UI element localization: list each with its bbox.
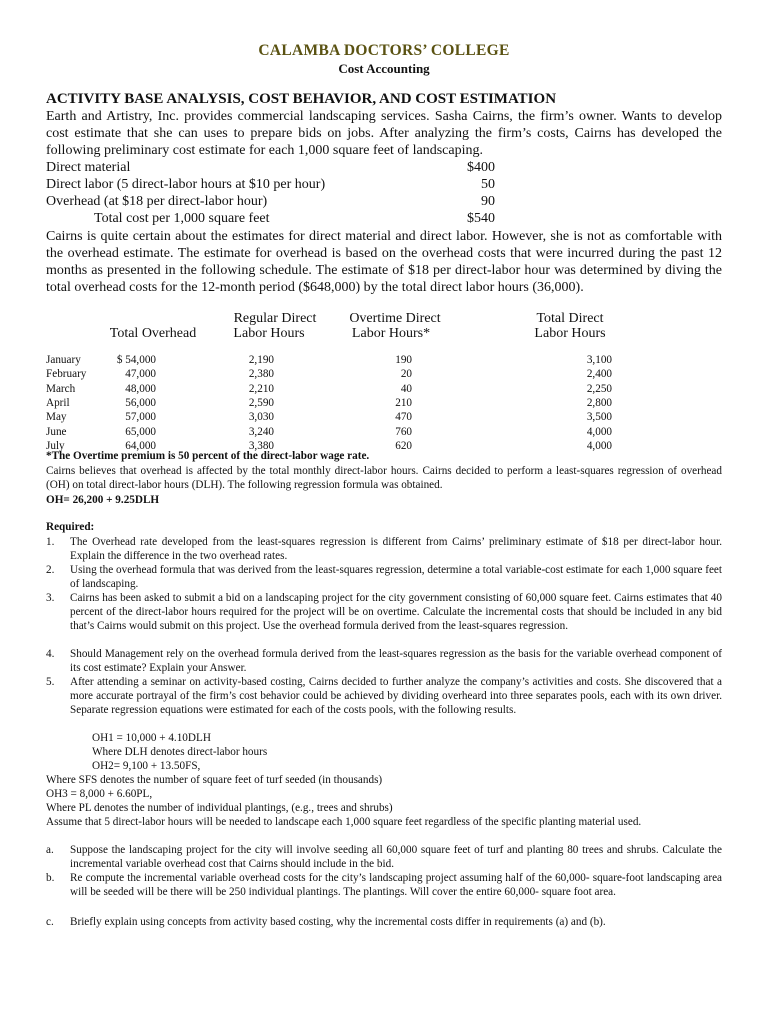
section-title: ACTIVITY BASE ANALYSIS, COST BEHAVIOR, AND COST ESTIMATION <box>46 91 557 107</box>
schedule-cell-overhead: 47,000 <box>125 368 156 381</box>
item-number: 1. <box>46 536 55 548</box>
regression-paragraph: Cairns believes that overhead is affected by the total monthly direct-labor hours. Cairns decided to perform a least-squares regression of overhead (OH) on total direct-labor hours (DLH). The following regression formula was obtained. <box>46 465 722 491</box>
equation-oh1-note: Where DLH denotes direct-labor hours <box>92 746 268 758</box>
item-text: Re compute the incremental variable overhead costs for the city’s landscaping project assuming half of the 60,000- square-foot landscaping area will be seeded will be there will be 250 individual plantings. The plantings. Will cover the entire 60,000- square foot area. <box>70 872 722 898</box>
item-text: Briefly explain using concepts from activity based costing, why the incremental costs differ in requirements (a) and (b). <box>70 916 606 928</box>
schedule-cell-total: 2,250 <box>586 382 612 395</box>
required-item <box>46 592 722 648</box>
sub-required-item <box>46 844 722 872</box>
cost-total-value: $540 <box>467 211 495 226</box>
cost-value: 50 <box>481 177 495 192</box>
required-item <box>46 648 722 676</box>
sub-required-item <box>46 872 722 914</box>
schedule-cell-overtime: 210 <box>395 396 412 409</box>
cost-label: Direct labor (5 direct-labor hours at $10 per hour) <box>46 177 326 192</box>
equation-oh3-note: Where PL denotes the number of individual plantings, (e.g., trees and shrubs) <box>46 802 393 814</box>
schedule-cell-total: 3,100 <box>586 354 612 366</box>
schedule-cell-overtime: 620 <box>395 439 412 452</box>
schedule-cell-overhead: 48,000 <box>125 382 156 395</box>
header-regular-1: Regular Direct <box>233 311 317 326</box>
schedule-cell-regular: 3,030 <box>248 411 274 424</box>
item-letter: a. <box>46 844 54 856</box>
schedule-cell-month: January <box>46 354 81 366</box>
item-letter: b. <box>46 872 55 884</box>
schedule-cell-overhead: 56,000 <box>125 396 156 409</box>
cost-label: Overhead (at $18 per direct-labor hour) <box>46 194 268 209</box>
schedule-cell-regular: 2,380 <box>248 368 274 381</box>
schedule-cell-month: May <box>46 411 67 424</box>
schedule-footnote: *The Overtime premium is 50 percent of the direct-labor wage rate. <box>46 450 370 462</box>
item-number: 3. <box>46 592 55 604</box>
cost-value: 90 <box>481 194 495 209</box>
header-total-overhead: Total Overhead <box>109 326 197 341</box>
equation-oh1: OH1 = 10,000 + 4.10DLH <box>92 732 211 744</box>
schedule-cell-regular: 2,190 <box>248 354 274 366</box>
schedule-cell-overtime: 40 <box>400 382 412 395</box>
header-overtime-1: Overtime Direct <box>349 311 441 326</box>
item-text: Should Management rely on the overhead formula derived from the least-squares regression as the basis for the variable overhead component of its cost estimate? Explain your Answer. <box>70 648 722 674</box>
schedule-cell-overhead: 65,000 <box>125 425 156 438</box>
cost-label: Direct material <box>46 160 131 175</box>
schedule-cell-regular: 2,590 <box>248 396 274 409</box>
schedule-cell-overtime: 760 <box>395 425 412 438</box>
item-text: After attending a seminar on activity-based costing, Cairns decided to further analyze the company’s activities and costs. She discovered that a more accurate portrayal of the firm’s cost behavior could be achieved by dividing overheard into three separates pools, each with its own driver. Separate regression equations were estimated for each of the costs pools, with the following results. <box>70 676 722 716</box>
required-item <box>46 564 722 592</box>
required-heading: Required: <box>46 521 95 533</box>
item-text: Using the overhead formula that was derived from the least-squares regression, determine a total variable-cost estimate for each 1,000 square feet of landscaping. <box>70 564 722 590</box>
schedule-cell-month: April <box>46 396 70 409</box>
item-number: 2. <box>46 564 55 576</box>
item-text: The Overhead rate developed from the least-squares regression is different from Cairns’ preliminary estimate of $18 per direct-labor hour. Explain the difference in the two overhead rates. <box>70 536 722 562</box>
sub-required-item <box>46 916 722 932</box>
regression-formula: OH= 26,200 + 9.25DLH <box>46 494 160 506</box>
intro-paragraph: Earth and Artistry, Inc. provides commercial landscaping services. Sasha Cairns, the firm’s owner. Wants to develop cost estimate that she can uses to prepare bids on jobs. After analyzing the firm’s costs, Cairns has developed the following preliminary cost estimate for each 1,000 square feet of landscaping. <box>46 109 722 158</box>
equation-oh3: OH3 = 8,000 + 6.60PL, <box>46 788 153 800</box>
item-number: 5. <box>46 676 55 688</box>
schedule-cell-regular: 2,210 <box>248 382 274 395</box>
cost-value: $400 <box>467 160 495 175</box>
required-item <box>46 536 722 564</box>
schedule-cell-month: June <box>46 425 67 438</box>
item-letter: c. <box>46 916 54 928</box>
item-text: Cairns has been asked to submit a bid on a landscaping project for the city government consisting of 60,000 square feet. Cairns estimates that 40 percent of the direct-labor hours required for the project will be on overtime. Calculate the incremental costs that should be included in any bid that’s Cairns would submit on this project. Use the overhead formula derived from the least-squares regression. <box>70 592 722 632</box>
schedule-cell-total: 4,000 <box>586 425 612 438</box>
schedule-cell-overhead: 64,000 <box>125 439 156 452</box>
schedule-cell-overhead: 57,000 <box>125 411 156 424</box>
required-item <box>46 676 722 732</box>
assumption-paragraph: Assume that 5 direct-labor hours will be needed to landscape each 1,000 square feet regardless of the specific planting material used. <box>46 816 642 828</box>
header-total-2: Labor Hours <box>534 326 606 341</box>
course-name: Cost Accounting <box>338 61 430 76</box>
schedule-cell-month: February <box>46 368 87 381</box>
header-regular-2: Labor Hours <box>233 326 305 341</box>
schedule-cell-total: 4,000 <box>586 439 612 452</box>
college-name: CALAMBA DOCTORS’ COLLEGE <box>258 42 510 59</box>
schedule-cell-total: 2,400 <box>586 368 612 381</box>
schedule-cell-overtime: 470 <box>395 411 412 424</box>
item-number: 4. <box>46 648 55 660</box>
schedule-cell-regular: 3,380 <box>248 439 274 452</box>
schedule-cell-total: 2,800 <box>586 396 612 409</box>
schedule-cell-overtime: 20 <box>400 368 412 381</box>
schedule-cell-overtime: 190 <box>395 354 412 366</box>
equation-oh2-note: Where SFS denotes the number of square feet of turf seeded (in thousands) <box>46 774 383 786</box>
schedule-cell-month: March <box>46 382 76 395</box>
cost-total-label: Total cost per 1,000 square feet <box>94 211 270 226</box>
overhead-paragraph: Cairns is quite certain about the estimates for direct material and direct labor. However, she is not as comfortable with the overhead estimate. The estimate for overhead is based on the overhead costs that were incurred during the past 12 months as presented in the following schedule. The estimate of $18 per direct-labor hour was determined by diving the total overhead costs for the 12-month period ($648,000) by the total direct labor hours (36,000). <box>46 229 722 295</box>
schedule-cell-overhead: $ 54,000 <box>116 354 156 366</box>
schedule-cell-total: 3,500 <box>586 411 612 424</box>
equation-oh2: OH2= 9,100 + 13.50FS, <box>92 760 201 772</box>
header-overtime-2: Labor Hours* <box>351 326 431 341</box>
schedule-cell-month: July <box>46 439 65 452</box>
schedule-cell-regular: 3,240 <box>248 425 274 438</box>
header-total-1: Total Direct <box>536 311 604 326</box>
item-text: Suppose the landscaping project for the city will involve seeding all 60,000 square feet of turf and planting 80 trees and shrubs. Calculate the incremental variable overhead cost that Cairns should include in the bid. <box>70 844 722 870</box>
